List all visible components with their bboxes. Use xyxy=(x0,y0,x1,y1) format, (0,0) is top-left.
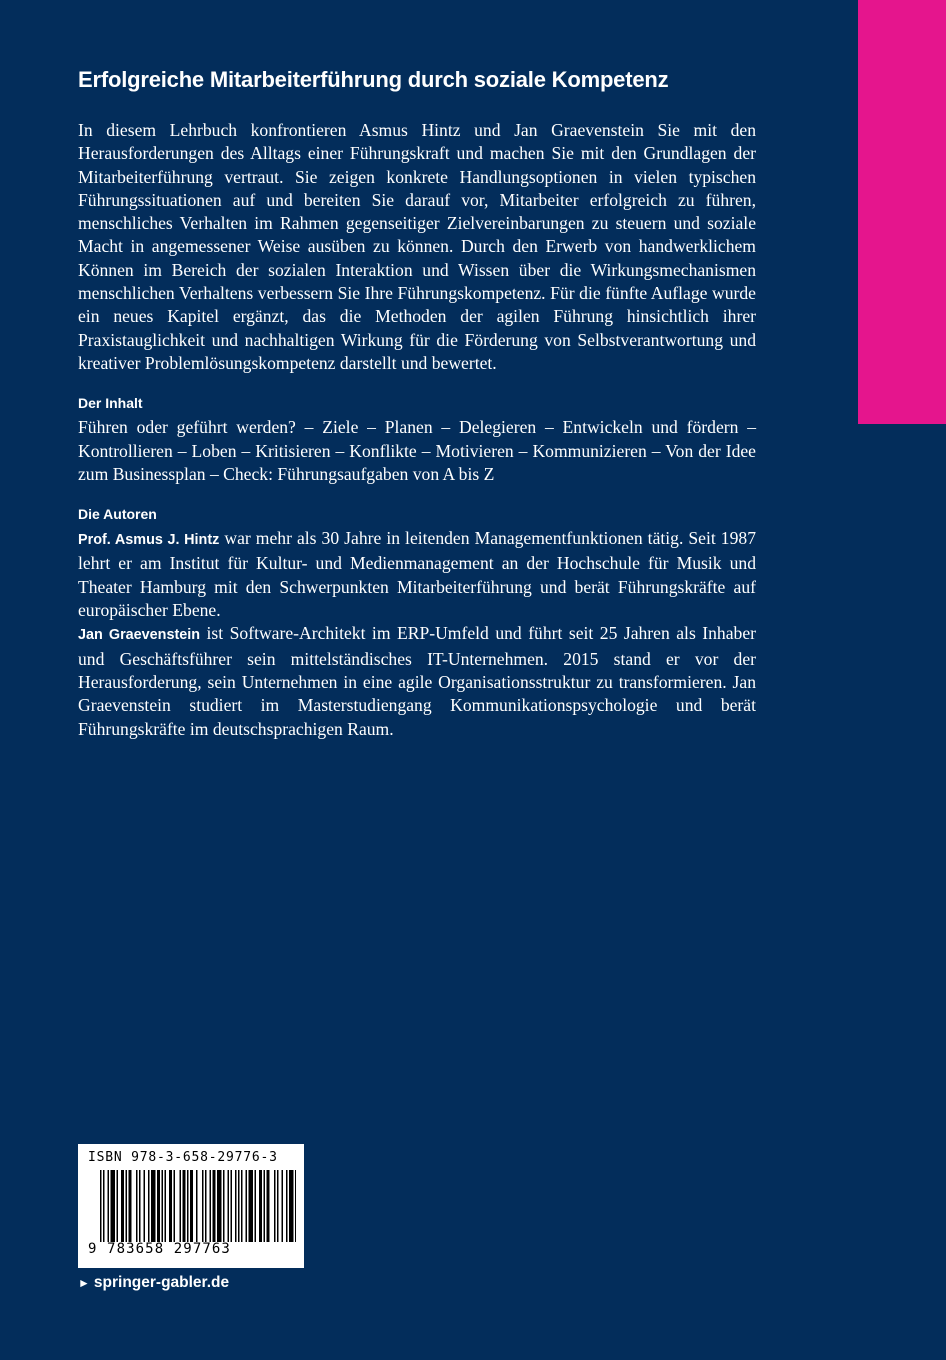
contents-heading: Der Inhalt xyxy=(78,395,143,412)
author-1-bio: war mehr als 30 Jahre in leitenden Managementfunktionen tätig. Seit 1987 lehrt er am Institut für Kultur- und Medienmanagement an der Hochschule für Musik und Theater Hamburg mit den Schwerpunkten Mitarbeiterführung und berät Führungskräfte auf europäischer Ebene. xyxy=(78,528,756,621)
author-2-name: Jan Graevenstein xyxy=(78,627,201,644)
author-2-bio: ist Software-Architekt im ERP-Umfeld und führt seit 25 Jahren als Inhaber und Geschäftsführer sein mittelständisches IT-Unternehmen. 2015 stand er vor der Herausforderung, sein Unternehmen in eine agile Organisationsstruktur zu transformieren. Jan Graevenstein studiert im Masterstudiengang Kommunikationspsychologie und berät Führungskräfte im deutschsprachigen Raum. xyxy=(78,623,756,739)
accent-bar xyxy=(858,0,946,424)
contents-text: Führen oder geführt werden? – Ziele – Planen – Delegieren – Entwickeln und fördern – Kontrollieren – Loben – Kritisieren – Konflikte – Motivieren – Kommunizieren – Von der Idee zum Businessplan – Check: Führungsaufgaben von A bis Z xyxy=(78,417,756,484)
triangle-right-icon: ► xyxy=(78,1276,90,1290)
book-title: Erfolgreiche Mitarbeiterführung durch soziale Kompetenz xyxy=(78,67,669,92)
isbn-label: ISBN 978-3-658-29776-3 xyxy=(88,1150,278,1165)
author-1-paragraph xyxy=(78,527,756,622)
blurb-text: In diesem Lehrbuch konfrontieren Asmus Hintz und Jan Graevenstein Sie mit den Herausforderungen des Alltags einer Führungskraft und machen Sie mit den Grundlagen der Mitarbeiterführung vertraut. Sie zeigen konkrete Handlungsoptionen in vielen typischen Führungssituationen auf und bereiten Sie darauf vor, Mitarbeiter erfolgreich zu führen, menschliches Verhalten im Rahmen gegenseitiger Zielvereinbarungen zu steuern und soziale Macht in angemessener Weise ausüben zu können. Durch den Erwerb von handwerklichem Können im Bereich der sozialen Interaktion und Wissen über die Wirkungsmechanismen menschlichen Verhaltens verbessern Sie Ihre Führungskompetenz. Für die fünfte Auflage wurde ein neues Kapitel ergänzt, das die Methoden der agilen Führung hinsichtlich ihrer Praxistauglichkeit und nachhaltigen Wirkung für die Förderung von Selbstverantwortung und kreativer Problemlösungskompetenz darstellt und bewertet. xyxy=(78,120,756,373)
author-2-paragraph xyxy=(78,622,756,740)
publisher-link[interactable] xyxy=(78,1274,229,1292)
authors-heading: Die Autoren xyxy=(78,506,157,523)
back-cover-content xyxy=(78,62,756,741)
barcode-digits: 9 783658 297763 xyxy=(88,1241,231,1257)
barcode-bars xyxy=(100,1170,296,1242)
author-1-name: Prof. Asmus J. Hintz xyxy=(78,532,220,549)
publisher-url: springer-gabler.de xyxy=(93,1274,230,1291)
isbn-barcode xyxy=(78,1144,304,1268)
